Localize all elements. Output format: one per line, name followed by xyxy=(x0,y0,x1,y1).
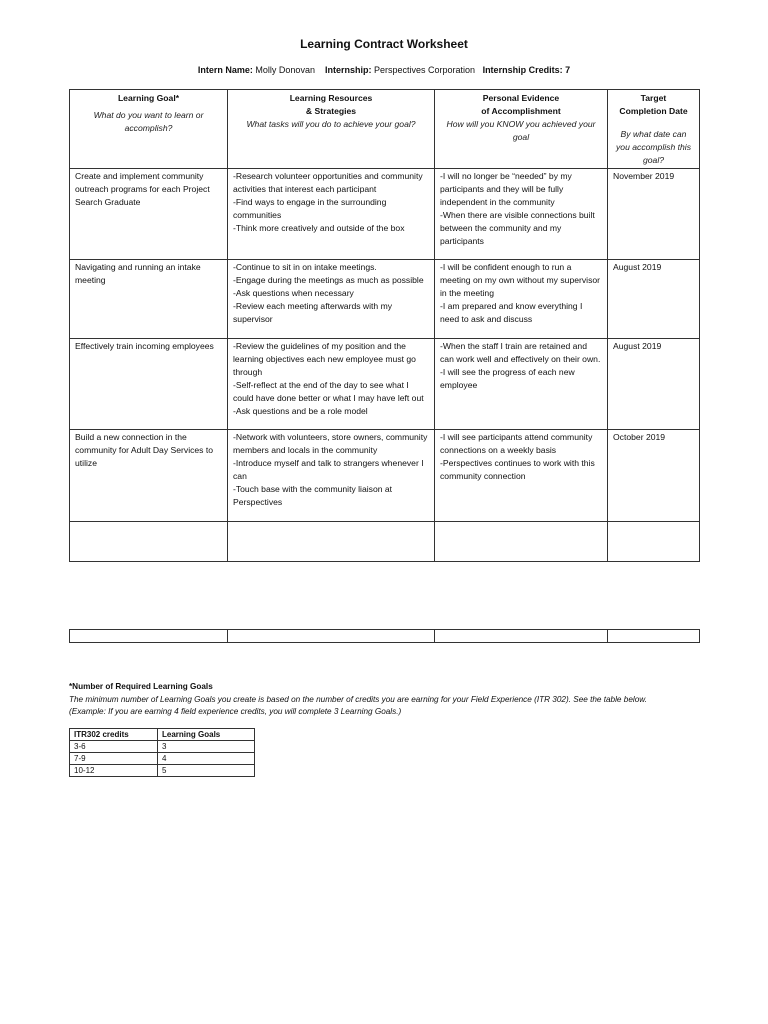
footnote xyxy=(69,681,709,719)
goals-count: 4 xyxy=(158,753,255,765)
header-title-line: Learning Resources xyxy=(289,93,373,103)
evidence-item: -I am prepared and know everything I need to ask and discuss xyxy=(440,301,583,324)
empty-table-row xyxy=(70,522,700,562)
table-row xyxy=(70,430,700,522)
empty-cell xyxy=(70,630,228,643)
date-cell: August 2019 xyxy=(608,260,700,339)
header-subtitle: What tasks will you do to achieve your goal? xyxy=(246,119,416,129)
credits-range: 10-12 xyxy=(70,765,158,777)
header-evidence xyxy=(435,90,608,169)
intern-name-value: Molly Donovan xyxy=(255,65,315,75)
credits-row xyxy=(70,753,255,765)
table-row xyxy=(70,339,700,430)
strategy-item: -Introduce myself and talk to strangers whenever I can xyxy=(233,458,424,481)
strategy-item: -Network with volunteers, store owners, community members and locals in the community xyxy=(233,432,428,455)
evidence-item: -I will no longer be “needed” by my participants and they will be fully independent in the community xyxy=(440,171,572,207)
header-subtitle: How will you KNOW you achieved your goal xyxy=(446,119,596,142)
evidence-cell xyxy=(435,339,608,430)
header-target-date xyxy=(608,90,700,169)
empty-cell xyxy=(435,522,608,562)
header-resources xyxy=(228,90,435,169)
table-row xyxy=(70,260,700,339)
header-title-line: Completion Date xyxy=(619,106,688,116)
date-cell: November 2019 xyxy=(608,169,700,260)
evidence-item: -When there are visible connections built between the community and my participants xyxy=(440,210,595,246)
footnote-title: *Number of Required Learning Goals xyxy=(69,682,213,691)
header-title-line: Personal Evidence xyxy=(482,93,560,103)
date-cell: October 2019 xyxy=(608,430,700,522)
intern-name-label: Intern Name: xyxy=(197,65,253,75)
blank-table-row xyxy=(69,629,700,643)
empty-cell xyxy=(228,522,435,562)
internship-credits-label: Internship Credits: xyxy=(482,65,563,75)
strategies-cell xyxy=(228,260,435,339)
evidence-cell xyxy=(435,260,608,339)
strategy-item: -Self-reflect at the end of the day to see what I could have done better or what I may have left out xyxy=(233,380,424,403)
strategy-item: -Engage during the meetings as much as possible xyxy=(233,275,424,285)
credits-row xyxy=(70,765,255,777)
goal-cell: Navigating and running an intake meeting xyxy=(70,260,228,339)
evidence-cell xyxy=(435,169,608,260)
header-subtitle: What do you want to learn or accomplish? xyxy=(93,110,204,133)
goal-cell: Create and implement community outreach programs for each Project Search Graduate xyxy=(70,169,228,260)
date-cell: August 2019 xyxy=(608,339,700,430)
strategy-item: -Continue to sit in on intake meetings. xyxy=(233,262,377,272)
evidence-item: -Perspectives continues to work with this community connection xyxy=(440,458,595,481)
empty-cell xyxy=(435,630,608,643)
strategy-item: -Touch base with the community liaison at Perspectives xyxy=(233,484,393,507)
strategy-item: -Find ways to engage in the surrounding communities xyxy=(233,197,387,220)
header-row xyxy=(70,90,700,169)
evidence-item: -When the staff I train are retained and can work well and effectively on their own. xyxy=(440,341,601,364)
strategies-cell xyxy=(228,430,435,522)
goals-count: 3 xyxy=(158,741,255,753)
strategy-item: -Review each meeting afterwards with my supervisor xyxy=(233,301,393,324)
header-learning-goal xyxy=(70,90,228,169)
internship-value: Perspectives Corporation xyxy=(373,65,476,75)
evidence-item: -I will see participants attend community connections on a weekly basis xyxy=(440,432,593,455)
strategy-item: -Ask questions and be a role model xyxy=(233,406,368,416)
credits-range: 7-9 xyxy=(70,753,158,765)
credits-header-row xyxy=(70,729,255,741)
goals-count: 5 xyxy=(158,765,255,777)
strategies-cell xyxy=(228,339,435,430)
credits-range: 3-6 xyxy=(70,741,158,753)
credits-header: ITR302 credits xyxy=(70,729,158,741)
strategy-item: -Review the guidelines of my position and the learning objectives each new employee must go through xyxy=(233,341,416,377)
header-title-line: Target xyxy=(640,93,667,103)
strategies-cell xyxy=(228,169,435,260)
empty-cell xyxy=(608,522,700,562)
empty-cell xyxy=(608,630,700,643)
worksheet-title: Learning Contract Worksheet xyxy=(300,37,468,51)
strategy-item: -Ask questions when necessary xyxy=(233,288,354,298)
internship-label: Internship: xyxy=(324,65,372,75)
strategy-item: -Think more creatively and outside of the box xyxy=(233,223,405,233)
empty-cell xyxy=(228,630,435,643)
table-row xyxy=(70,169,700,260)
empty-cell xyxy=(70,522,228,562)
credits-goals-table xyxy=(69,728,255,777)
goals-header: Learning Goals xyxy=(158,729,255,741)
goal-cell: Build a new connection in the community for Adult Day Services to utilize xyxy=(70,430,228,522)
evidence-item: -I will see the progress of each new employee xyxy=(440,367,575,390)
evidence-cell xyxy=(435,430,608,522)
evidence-item: -I will be confident enough to run a meeting on my own without my supervisor in the meeting xyxy=(440,262,601,298)
goal-cell: Effectively train incoming employees xyxy=(70,339,228,430)
header-title-line: Learning Goal* xyxy=(117,93,180,103)
intern-info-line xyxy=(0,65,768,75)
header-title-line: & Strategies xyxy=(305,106,357,116)
learning-contract-table xyxy=(69,89,700,562)
header-title-line: of Accomplishment xyxy=(481,106,561,116)
credits-row xyxy=(70,741,255,753)
internship-credits-value: 7 xyxy=(565,65,571,75)
strategy-item: -Research volunteer opportunities and community activities that interest each participant xyxy=(233,171,423,194)
footnote-text: The minimum number of Learning Goals you create is based on the number of credits you are earning for your Field Experience (ITR 302). See the table below. xyxy=(69,694,647,704)
header-subtitle: By what date can you accomplish this goal? xyxy=(616,129,691,165)
footnote-example: (Example: If you are earning 4 field experience credits, you will complete 3 Learning Goals.) xyxy=(69,707,402,716)
